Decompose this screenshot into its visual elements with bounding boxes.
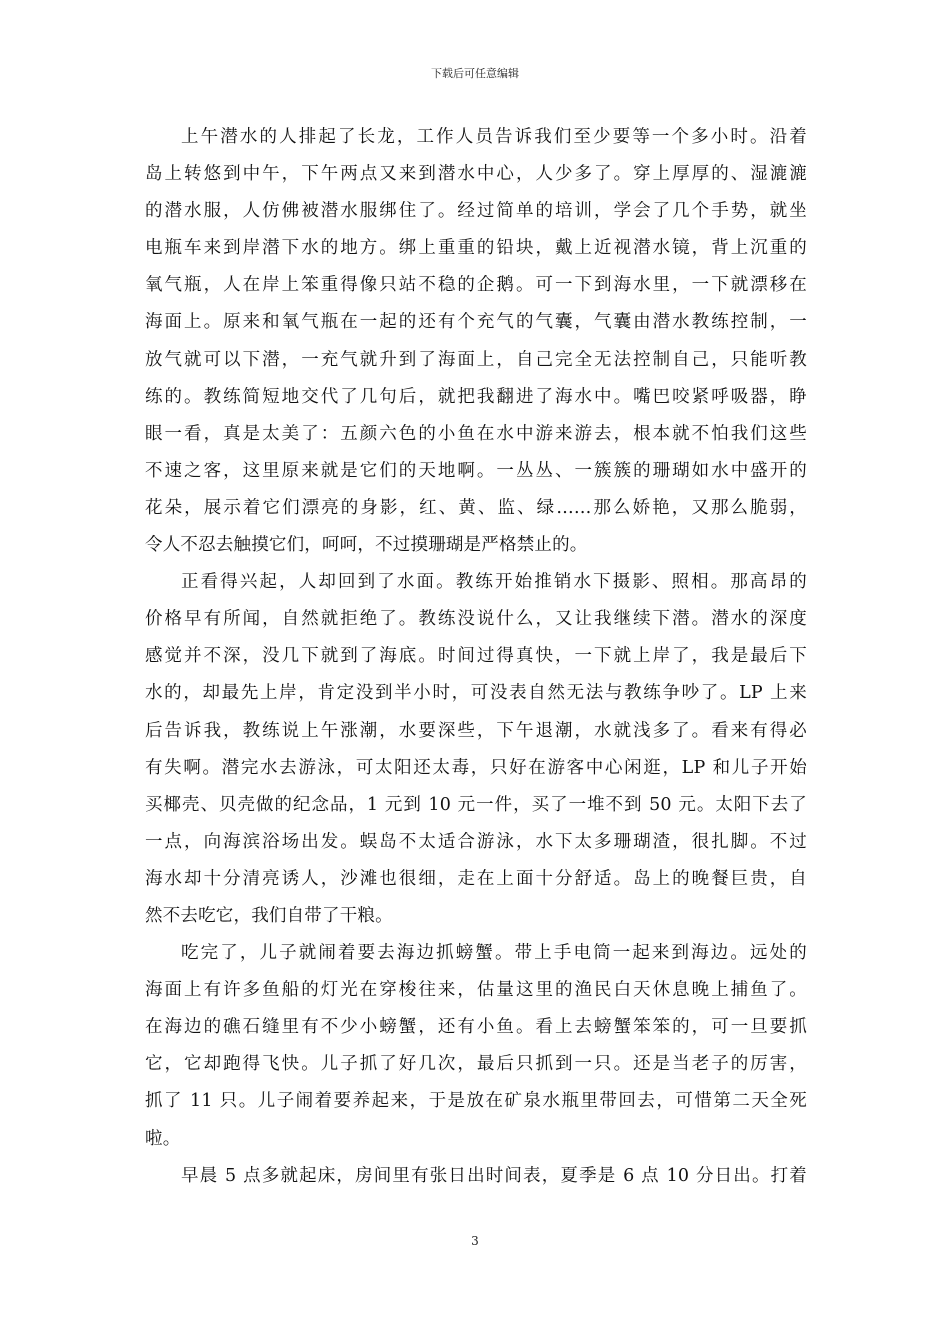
paragraph-line: 海面上。原来和氧气瓶在一起的还有个充气的气囊，气囊由潜水教练控制，一 xyxy=(145,312,807,333)
paragraph-line: 练的。教练简短地交代了几句后，就把我翻进了海水中。嘴巴咬紧呼吸器，睁 xyxy=(145,386,807,407)
page-number: 3 xyxy=(471,1234,479,1248)
paragraph-line: 然不去吃它，我们自带了干粮。 xyxy=(145,905,393,926)
paragraph-line: 眼一看，真是太美了：五颜六色的小鱼在水中游来游去，根本就不怕我们这些 xyxy=(145,423,807,444)
paragraph-line: 的潜水服，人仿佛被潜水服绑住了。经过简单的培训，学会了几个手势，就坐 xyxy=(145,201,807,222)
document-body xyxy=(145,119,807,1195)
paragraph-line: 电瓶车来到岸潜下水的地方。绑上重重的铅块，戴上近视潜水镜，背上沉重的 xyxy=(145,238,807,259)
paragraph-line: 价格早有所闻，自然就拒绝了。教练没说什么，又让我继续下潜。潜水的深度 xyxy=(145,609,807,630)
paragraph-line: 抓了 11 只。儿子闹着要养起来，于是放在矿泉水瓶里带回去，可惜第二天全死 xyxy=(145,1091,807,1112)
paragraph-line: 水的，却最先上岸，肯定没到半小时，可没表自然无法与教练争吵了。LP 上来 xyxy=(145,683,807,704)
paragraph-line: 吃完了，儿子就闹着要去海边抓螃蟹。带上手电筒一起来到海边。远处的 xyxy=(181,943,807,964)
paragraph-line: 啦。 xyxy=(145,1128,181,1149)
paragraph-line: 后告诉我，教练说上午涨潮，水要深些，下午退潮，水就浅多了。看来有得必 xyxy=(145,720,807,741)
paragraph-line: 感觉并不深，没几下就到了海底。时间过得真快，一下就上岸了，我是最后下 xyxy=(145,646,807,667)
paragraph-line: 花朵，展示着它们漂亮的身影，红、黄、监、绿……那么娇艳，又那么脆弱， xyxy=(145,497,807,518)
page-header: 下载后可任意编辑 xyxy=(431,67,519,80)
paragraph-line: 氧气瓶，人在岸上笨重得像只站不稳的企鹅。可一下到海水里，一下就漂移在 xyxy=(145,275,807,296)
paragraph-line: 早晨 5 点多就起床，房间里有张日出时间表，夏季是 6 点 10 分日出。打着 xyxy=(181,1165,807,1186)
paragraph-line: 上午潜水的人排起了长龙，工作人员告诉我们至少要等一个多小时。沿着 xyxy=(181,127,807,147)
paragraph-line: 岛上转悠到中午，下午两点又来到潜水中心，人少多了。穿上厚厚的、湿漉漉 xyxy=(145,164,807,185)
paragraph-line: 正看得兴起，人却回到了水面。教练开始推销水下摄影、照相。那高昂的 xyxy=(181,572,807,593)
paragraph-line: 在海边的礁石缝里有不少小螃蟹，还有小鱼。看上去螃蟹笨笨的，可一旦要抓 xyxy=(145,1017,807,1038)
paragraph-line: 它，它却跑得飞快。儿子抓了好几次，最后只抓到一只。还是当老子的厉害， xyxy=(145,1054,807,1075)
paragraph-line: 放气就可以下潜，一充气就升到了海面上，自己完全无法控制自己，只能听教 xyxy=(145,349,807,370)
paragraph-line: 买椰壳、贝壳做的纪念品，1 元到 10 元一件，买了一堆不到 50 元。太阳下去了 xyxy=(145,794,807,815)
paragraph-line: 令人不忍去触摸它们，呵呵，不过摸珊瑚是严格禁止的。 xyxy=(145,535,588,556)
paragraph-line: 有失啊。潜完水去游泳，可太阳还太毒，只好在游客中心闲逛，LP 和儿子开始 xyxy=(145,757,807,778)
paragraph-line: 一点，向海滨浴场出发。蜈岛不太适合游泳，水下太多珊瑚渣，很扎脚。不过 xyxy=(145,831,807,852)
paragraph-line: 不速之客，这里原来就是它们的天地啊。一丛丛、一簇簇的珊瑚如水中盛开的 xyxy=(145,460,807,481)
paragraph-line: 海水却十分清亮诱人，沙滩也很细，走在上面十分舒适。岛上的晚餐巨贵，自 xyxy=(145,868,807,889)
paragraph-line: 海面上有许多鱼船的灯光在穿梭往来，估量这里的渔民白天休息晚上捕鱼了。 xyxy=(145,980,807,1001)
